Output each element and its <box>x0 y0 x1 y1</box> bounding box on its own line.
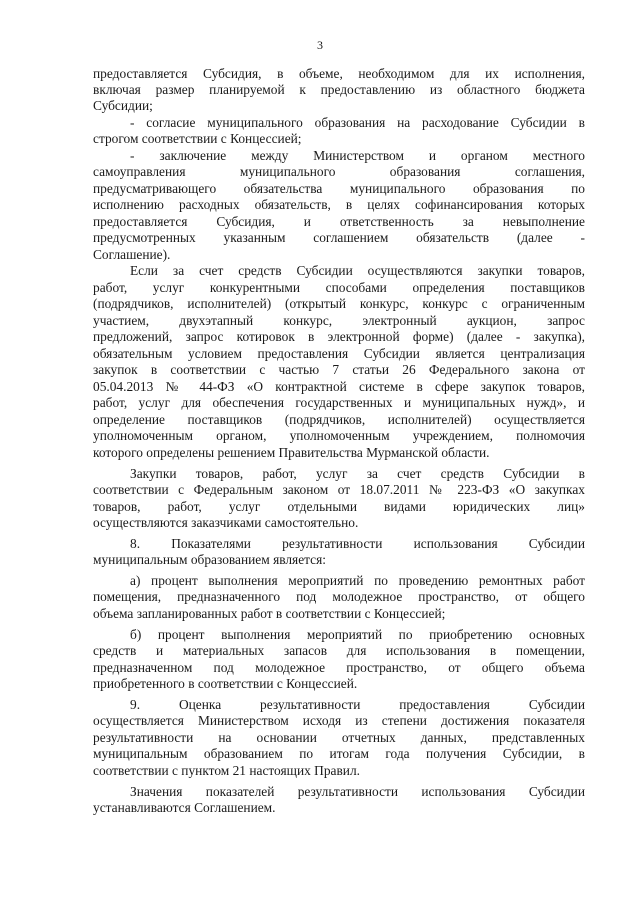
text-line: 9. Оценка результативности предоставления Субсидии <box>130 697 585 712</box>
text-line: Значения показателей результативности использования Субсидии <box>130 784 585 799</box>
text-line: (подрядчиков, исполнителей) (открытый конкурс, конкурс с ограниченным <box>93 296 585 311</box>
text-line: которого определены решением Правительства Мурманской области. <box>93 445 490 460</box>
text-line: соответствии с пунктом 21 настоящих Правил. <box>93 763 361 778</box>
text-line: строгом соответствии с Концессией; <box>93 131 302 146</box>
text-line: 05.04.2013 № 44-ФЗ «О контрактной системе в сфере закупок товаров, <box>93 379 585 394</box>
text-line: предусматривающего обязательства муниципального образования по <box>93 181 585 196</box>
text-line: исполнению расходных обязательств, в целях софинансирования которых <box>93 197 585 212</box>
text-line: б) процент выполнения мероприятий по приобретению основных <box>130 627 585 642</box>
text-line: 8. Показателями результативности использования Субсидии <box>130 536 585 551</box>
text-line: осуществляется Министерством исходя из степени достижения показателя <box>93 713 585 728</box>
text-line: осуществляются заказчиками самостоятельно. <box>93 515 359 530</box>
text-line: включая размер планируемой к предоставлению из областного бюджета <box>93 82 585 97</box>
text-line: работ, услуг для обеспечения государственных и муниципальных нужд», и <box>93 395 585 410</box>
text-line: работ, услуг конкурентными способами определения поставщиков <box>93 280 585 295</box>
text-line: устанавливаются Соглашением. <box>93 800 276 815</box>
text-line: уполномоченным органом, уполномоченным учреждением, полномочия <box>93 428 585 443</box>
text-line: предоставляется Субсидия, в объеме, необходимом для их исполнения, <box>93 66 585 81</box>
text-line: - заключение между Министерством и органом местного <box>130 148 585 163</box>
text-line: участием, двухэтапный конкурс, электронный аукцион, запрос <box>93 313 585 328</box>
text-line: муниципальным образованием по итогам года получения Субсидии, в <box>93 746 585 761</box>
page-number: 3 <box>317 38 323 52</box>
text-line: предназначенном под молодежное пространство, от общего объема <box>93 660 585 675</box>
text-line: предложений, запрос котировок в электронной форме) (далее - закупка), <box>93 329 585 344</box>
text-line: Соглашение). <box>93 247 171 262</box>
text-line: муниципальным образованием является: <box>93 552 327 567</box>
text-line: закупок в соответствии с частью 7 статьи 26 Федерального закона от <box>93 362 585 377</box>
text-line: - согласие муниципального образования на расходование Субсидии в <box>130 115 585 130</box>
text-line: Закупки товаров, работ, услуг за счет средств Субсидии в <box>130 466 585 481</box>
text-line: помещения, предназначенного под молодежное пространство, от общего <box>93 589 585 604</box>
text-line: а) процент выполнения мероприятий по проведению ремонтных работ <box>130 573 585 588</box>
text-line: определение поставщиков (подрядчиков, исполнителей) осуществляется <box>93 412 585 427</box>
text-line: товаров, работ, услуг отдельными видами юридических лиц» <box>93 499 585 514</box>
text-line: обязательным условием предоставления Субсидии является централизация <box>93 346 585 361</box>
text-line: приобретенного в соответствии с Концессией. <box>93 676 358 691</box>
text-line: результативности на основании отчетных данных, представленных <box>93 730 585 745</box>
text-line: Если за счет средств Субсидии осуществляются закупки товаров, <box>130 263 585 278</box>
text-line: Субсидии; <box>93 98 153 113</box>
text-line: предусмотренных указанным соглашением обязательств (далее - <box>93 230 585 245</box>
text-line: самоуправления муниципального образования соглашения, <box>93 164 585 179</box>
text-line: средств и материальных запасов для использования в помещении, <box>93 643 585 658</box>
text-line: объема запланированных работ в соответствии с Концессией; <box>93 606 446 621</box>
text-line: соответствии с Федеральным законом от 18.07.2011 № 223-ФЗ «О закупках <box>93 482 585 497</box>
text-line: предоставляется Субсидия, и ответственность за невыполнение <box>93 214 585 229</box>
